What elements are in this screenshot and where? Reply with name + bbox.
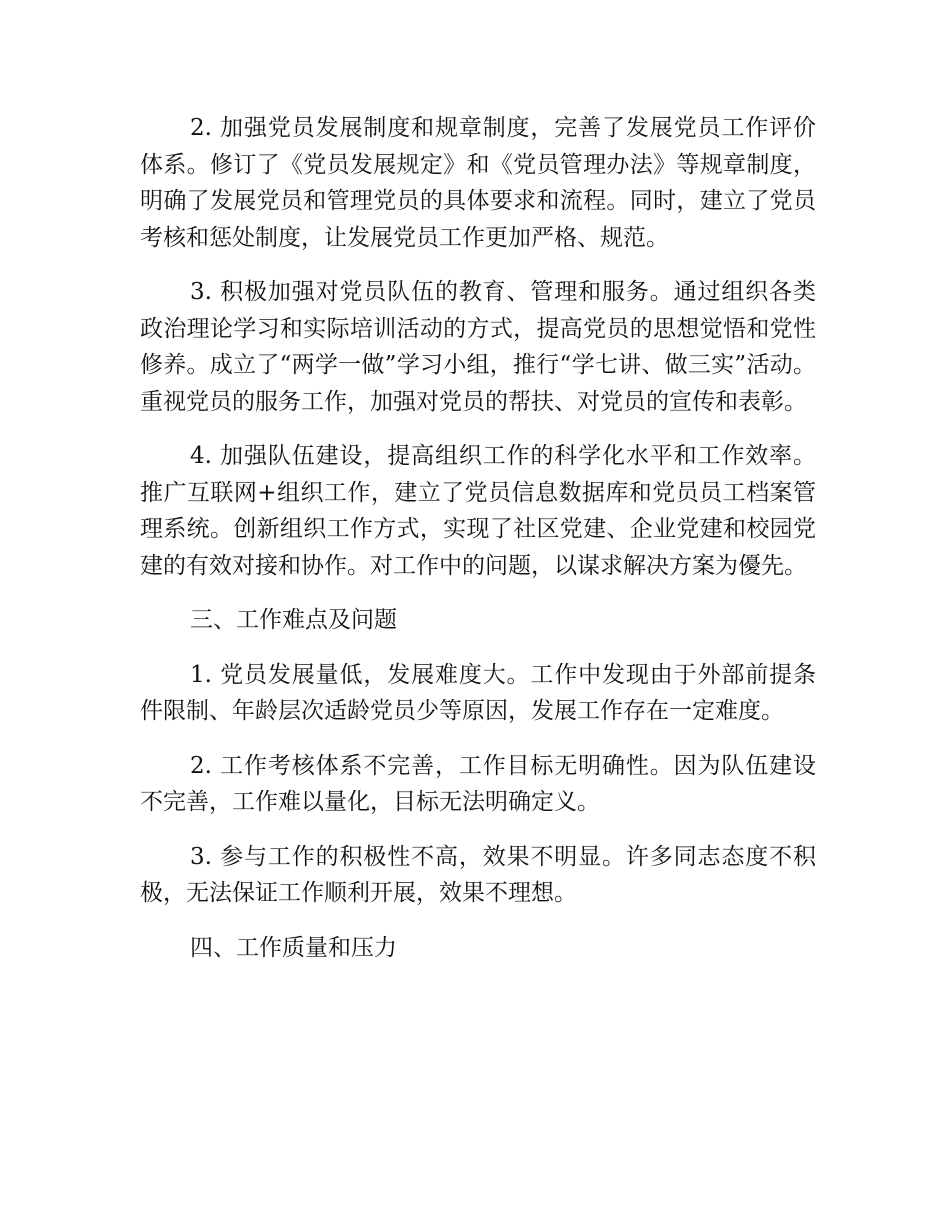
paragraph-difficulty-2: 2. 工作考核体系不完善，工作目标无明确性。因为队伍建设不完善，工作难以量化，目标无法明确定义。 xyxy=(140,752,816,815)
section-heading-quality-pressure: 四、工作质量和压力 xyxy=(190,934,397,961)
section-heading-difficulties: 三、工作难点及问题 xyxy=(190,607,397,633)
paragraph-difficulty-3: 3. 参与工作的积极性不高，效果不明显。许多同志态度不积极，无法保证工作顺利开展，效果不理想。 xyxy=(140,843,816,906)
paragraph-difficulty-1: 1. 党员发展量低，发展难度大。工作中发现由于外部前提条件限制、年龄层次适龄党员少等原因，发展工作存在一定难度。 xyxy=(140,661,816,724)
paragraph-item-4: 4. 加强队伍建设，提高组织工作的科学化水平和工作效率。推广互联网+组织工作，建立了党员信息数据库和党员员工档案管理系统。创新组织工作方式，实现了社区党建、企业党建和校园党建的有效对接和协作。对工作中的问题，以谋求解决方案为優先。 xyxy=(140,443,816,579)
paragraph-item-2: 2. 加强党员发展制度和规章制度，完善了发展党员工作评价体系。修订了《党员发展规定》和《党员管理办法》等规章制度，明确了发展党员和管理党员的具体要求和流程。同时，建立了党员考核和惩处制度，让发展党员工作更加严格、规范。 xyxy=(140,115,816,251)
document-body xyxy=(140,110,816,984)
paragraph-item-3: 3. 积极加强对党员队伍的教育、管理和服务。通过组织各类政治理论学习和实际培训活动的方式，提高党员的思想觉悟和党性修养。成立了“两学一做”学习小组，推行“学七讲、做三实”活动。重视党员的服务工作，加强对党员的帮扶、对党员的宣传和表彰。 xyxy=(140,279,816,415)
